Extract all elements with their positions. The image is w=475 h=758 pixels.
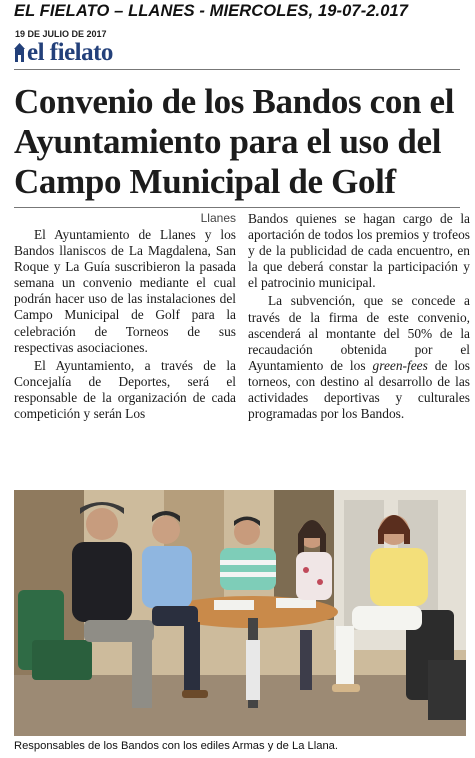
source-line: EL FIELATO – LLANES - MIERCOLES, 19-07-2.017	[14, 2, 409, 20]
headline-rule	[14, 207, 460, 208]
article-column-left	[14, 211, 236, 422]
article-paragraph	[248, 293, 470, 422]
group-photo-illustration	[14, 490, 466, 736]
masthead	[14, 40, 113, 66]
article-paragraph: El Ayuntamiento, a través de la Concejalía de Deportes, será el responsable de la organización de cada competición y serán Los	[14, 357, 236, 422]
italic-term: green-fees	[372, 357, 428, 373]
section-tag: Llanes	[200, 211, 236, 225]
brand-name: el fielato	[27, 39, 113, 66]
issue-date: 19 DE JULIO DE 2017	[15, 29, 107, 39]
text-run: de los torneos, con destino al desarrollo de las actividades deportivas y culturales programadas por los Bandos.	[248, 357, 470, 422]
article-paragraph: El Ayuntamiento de Llanes y los Bandos llaniscos de La Magdalena, San Roque y La Guía suscribieron la pasada semana un convenio mediante el cual podrán hacer uso de las instalaciones del Campo Municipal de Golf para la celebración de Torneos de sus respectivas asociaciones.	[14, 227, 236, 355]
house-icon	[14, 43, 25, 62]
article-column-right	[248, 211, 470, 422]
photo-caption: Responsables de los Bandos con los ediles Armas y de La Llana.	[14, 740, 339, 752]
article-paragraph: Bandos quienes se hagan cargo de la aportación de todos los premios y trofeos y de la publicidad de cada encuentro, en la que deberá constar la participación y el patrocinio municipal.	[248, 211, 470, 291]
article-photo	[14, 490, 466, 736]
article-headline: Convenio de los Bandos con el Ayuntamiento para el uso del Campo Municipal de Golf	[14, 82, 455, 201]
text-run: La subvención, que se concede a través de la firma de este convenio, ascenderá al montante del 50% de la recaudación obtenida por el Ayuntamiento de los	[248, 293, 470, 373]
masthead-rule	[14, 69, 460, 70]
